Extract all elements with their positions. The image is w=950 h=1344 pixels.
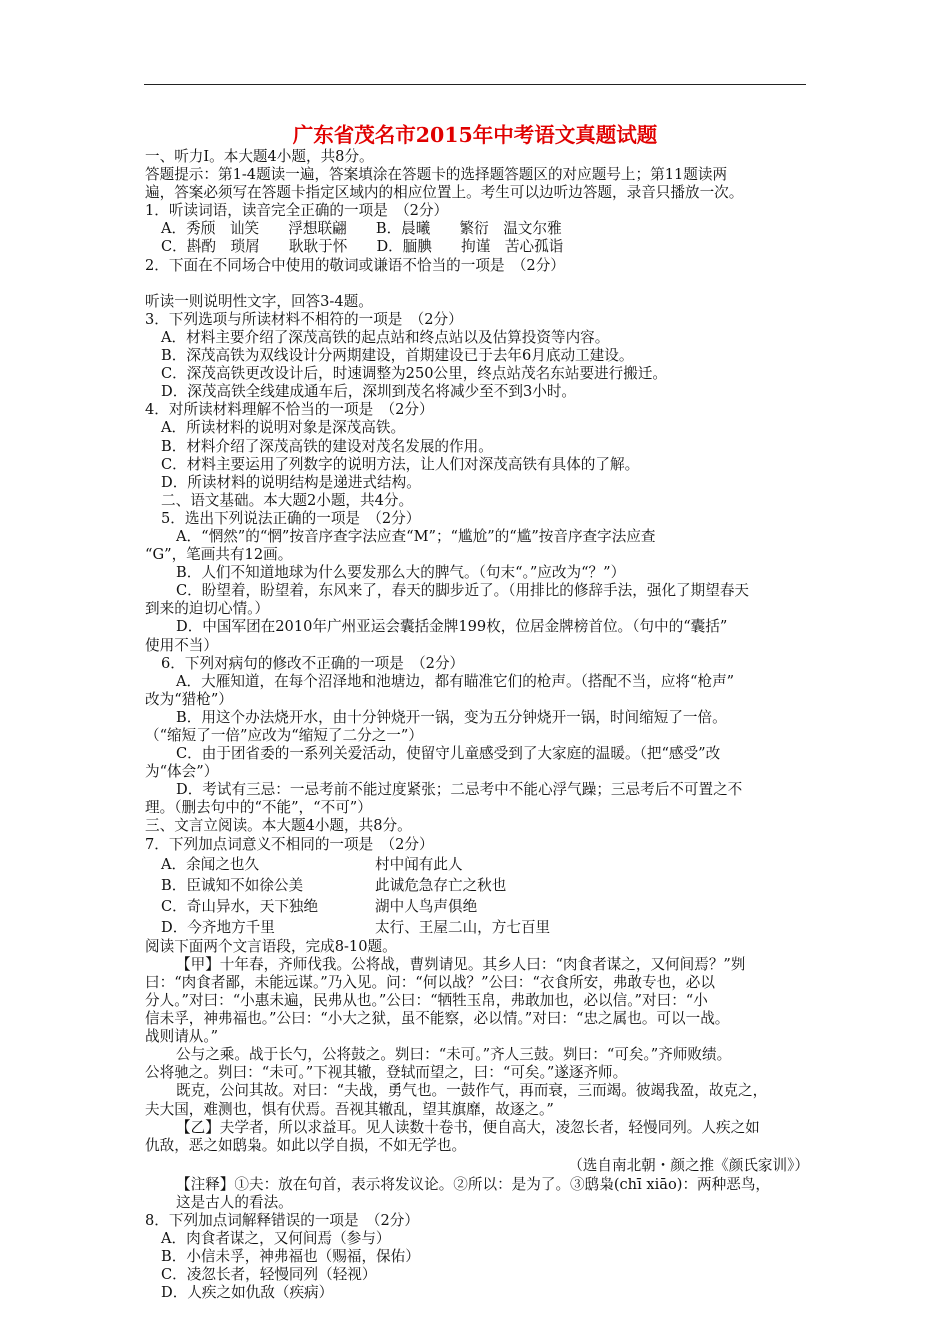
- passage-line: 信未孚，神弗福也。”公曰：“小大之狱，虽不能察，必以情。”对曰：“忠之属也。可以一战。: [145, 1010, 730, 1028]
- header-rule: [144, 84, 806, 85]
- passage-line: 公将驰之。刿曰：“未可。”下视其辙，登轼而望之，曰：“可矣。”遂逐齐师。: [145, 1064, 628, 1082]
- option-right: 村中闻有此人: [375, 855, 463, 873]
- passage-line: 【乙】夫学者，所以求益耳。见人读数十卷书，便自高大，凌忽长者，轻慢同列。人疾之如: [176, 1118, 760, 1136]
- section-heading: 二、语文基础。本大题2小题，共4分。: [161, 491, 414, 509]
- option-right: 此诚危急存亡之秋也: [375, 876, 507, 894]
- passage-line: 公与之乘。战于长勺，公将鼓之。刿曰：“未可。”齐人三鼓。刿曰：“可矣。”齐师败绩。: [176, 1046, 732, 1064]
- option-line: C．斟酌 琐屑 耿耿于怀 D．腼腆 拘谨 苦心孤诣: [161, 238, 564, 256]
- passage-line: 【甲】十年春，齐师伐我。公将战，曹刿请见。其乡人曰：“肉食者谋之，又何间焉？”刿: [176, 955, 746, 973]
- option-line: D．中国军团在2010年广州亚运会囊括金牌199枚，位居金牌榜首位。（句中的“囊括”: [176, 618, 728, 636]
- option-line: 使用不当）: [145, 636, 218, 654]
- option-line: D．考试有三忌：一忌考前不能过度紧张；二忌考中不能心浮气躁；三忌考后不可置之不: [176, 781, 743, 799]
- option-line: B．材料介绍了深茂高铁的建设对茂名发展的作用。: [161, 437, 493, 455]
- option-line: D．深茂高铁全线建成通车后，深圳到茂名将减少至不到3小时。: [161, 383, 577, 401]
- question: 3．下列选项与所读材料不相符的一项是 （2分）: [145, 310, 463, 328]
- annotation-line: 这是古人的看法。: [176, 1193, 293, 1211]
- passage-line: 夫大国，难测也，惧有伏焉。吾视其辙乱，望其旗靡，故逐之。”: [145, 1100, 554, 1118]
- option-line: C．由于团省委的一系列关爱活动，使留守儿童感受到了大家庭的温暖。（把“感受”改: [176, 745, 721, 763]
- passage-line: 既克，公问其故。对曰：“夫战，勇气也。一鼓作气，再而衰，三而竭。彼竭我盈，故克之，: [176, 1082, 768, 1100]
- document-title: 广东省茂名市2015年中考语文真题试题: [292, 123, 658, 147]
- option-left: D．今齐地方千里: [161, 918, 275, 936]
- question: 1．听读词语，读音完全正确的一项是 （2分）: [145, 202, 449, 220]
- option-line: 改为“猎枪”）: [145, 690, 233, 708]
- source-citation: （选自南北朝・颜之推《颜氏家训》）: [568, 1156, 809, 1174]
- option-line: 到来的迫切心情。）: [145, 600, 270, 618]
- option-line: 为“体会”）: [145, 763, 219, 781]
- question: 6．下列对病句的修改不正确的一项是 （2分）: [161, 654, 465, 672]
- option-line: B．人们不知道地球为什么要发那么大的脾气。（句末“。”应改为“？”）: [176, 564, 626, 582]
- option-line: A．材料主要介绍了深茂高铁的起点站和终点站以及估算投资等内容。: [161, 328, 610, 346]
- question: 2．下面在不同场合中使用的敬词或谦语不恰当的一项是 （2分）: [145, 256, 565, 274]
- option-line: 理。（删去句中的“不能”，“不可”）: [145, 799, 372, 817]
- section-heading: 三、文言立阅读。本大题4小题，共8分。: [145, 817, 412, 835]
- text-line: 听读一则说明性文字，回答3-4题。: [145, 292, 373, 310]
- option-row: [145, 854, 813, 875]
- option-line: B．深茂高铁为双线设计分两期建设，首期建设已于去年6月底动工建设。: [161, 347, 634, 365]
- option-line: D．所读材料的说明结构是递进式结构。: [161, 473, 421, 491]
- option-line: C．材料主要运用了列数字的说明方法，让人们对深茂高铁有具体的了解。: [161, 455, 640, 473]
- option-line: B．小信未孚，神弗福也（赐福，保佑）: [161, 1248, 420, 1266]
- option-line: （“缩短了一倍”应改为“缩短了二分之一”）: [145, 727, 423, 744]
- option-row: [145, 917, 813, 938]
- option-row: [145, 875, 813, 896]
- option-line: “G”，笔画共有12画。: [145, 546, 293, 564]
- option-line: A．秀颀 讪笑 浮想联翩 B．晨曦 繁衍 温文尔雅: [161, 220, 562, 238]
- blank-line: [145, 275, 813, 293]
- option-right: 太行、王屋二山，方七百里: [375, 918, 551, 936]
- option-line: A．“惘然”的“惘”按音序查字法应查“M”；“尴尬”的“尴”按音序查字法应查: [176, 527, 656, 545]
- section-heading: 一、听力Ⅰ。本大题4小题，共8分。: [145, 148, 374, 165]
- exam-page: [145, 148, 813, 1302]
- option-line: A．大雁知道，在每个沼泽地和池塘边，都有瞄准它们的枪声。（搭配不当，应将“枪声”: [176, 672, 735, 690]
- option-left: A．余闻之也久: [161, 855, 260, 873]
- passage-line: 曰：“肉食者鄙，未能远谋。”乃入见。问：“何以战？”公曰：“衣食所安，弗敢专也，必以: [145, 973, 715, 991]
- passage-line: 仇敌，恶之如鸱枭。如此以学自损，不如无学也。: [145, 1136, 467, 1154]
- text-line: 答题提示：第1-4题读一遍，答案填涂在答题卡的选择题答题区的对应题号上；第11题读两: [145, 166, 728, 184]
- question: 7．下列加点词意义不相同的一项是 （2分）: [145, 835, 434, 853]
- option-row: [145, 896, 813, 917]
- text-line: 阅读下面两个文言语段，完成8-10题。: [145, 937, 397, 955]
- text-line: 遍，答案必须写在答题卡指定区域内的相应位置上。考生可以边听边答题，录音只播放一次。: [145, 184, 744, 202]
- question: 8．下列加点词解释错误的一项是 （2分）: [145, 1211, 419, 1229]
- option-line: B．用这个办法烧开水，由十分钟烧开一锅，变为五分钟烧开一锅，时间缩短了一倍。: [176, 708, 727, 726]
- option-line: C．凌忽长者，轻慢同列（轻视）: [161, 1266, 377, 1284]
- annotation-line: 【注释】①夫：放在句首，表示将发议论。②所以：是为了。③鸱枭(chī xiāo)：两种恶鸟，: [176, 1175, 771, 1193]
- question: 5．选出下列说法正确的一项是 （2分）: [161, 509, 421, 527]
- option-line: C．深茂高铁更改设计后，时速调整为250公里，终点站茂名东站要进行搬迁。: [161, 365, 668, 383]
- option-line: A．肉食者谋之，又何间焉（参与）: [161, 1230, 391, 1248]
- option-line: D．人疾之如仇敌（疾病）: [161, 1284, 334, 1302]
- passage-line: 分人。”对曰：“小惠未遍，民弗从也。”公曰：“牺牲玉帛，弗敢加也，必以信。”对曰：“小: [145, 991, 708, 1009]
- option-line: A．所读材料的说明对象是深茂高铁。: [161, 419, 406, 437]
- option-right: 湖中人鸟声俱绝: [375, 897, 478, 915]
- passage-line: 战则请从。”: [145, 1028, 219, 1046]
- option-line: C．盼望着，盼望着，东风来了，春天的脚步近了。（用排比的修辞手法，强化了期望春天: [176, 582, 750, 600]
- option-left: C．奇山异水，天下独绝: [161, 897, 319, 915]
- question: 4．对所读材料理解不恰当的一项是 （2分）: [145, 401, 434, 419]
- option-left: B．臣诚知不如徐公美: [161, 876, 304, 894]
